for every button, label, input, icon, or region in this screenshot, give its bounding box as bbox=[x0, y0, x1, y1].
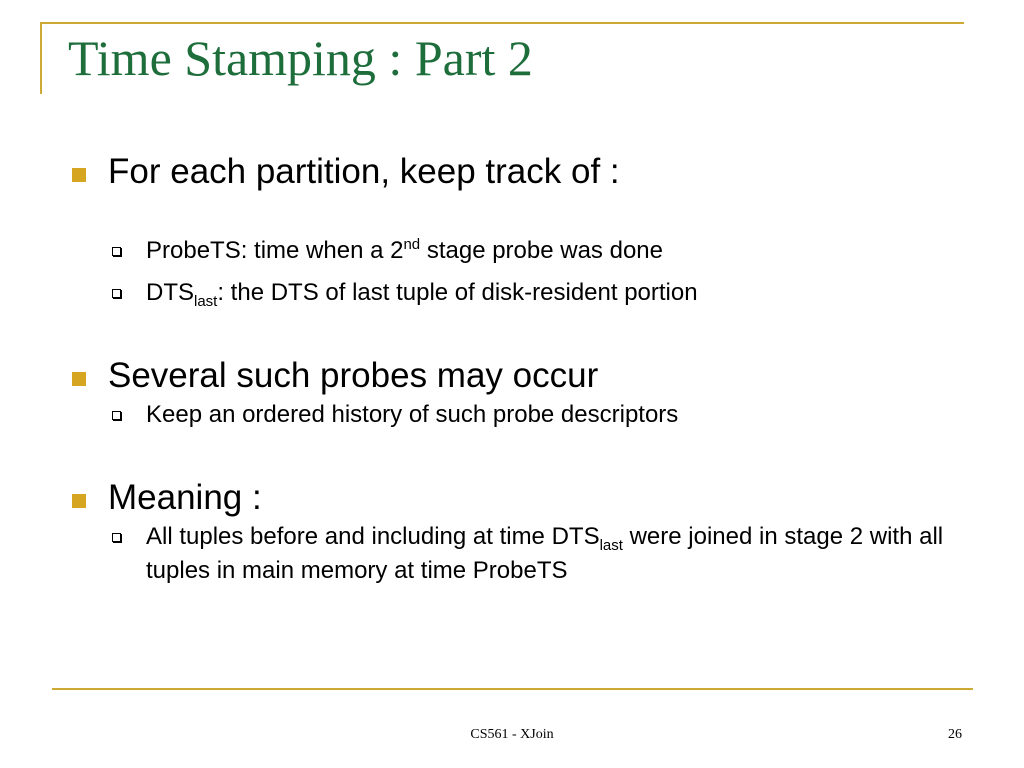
sub-text-post: : the DTS of last tuple of disk-resident portion bbox=[217, 279, 698, 306]
hollow-square-bullet-icon bbox=[112, 289, 121, 298]
bullet-2 bbox=[72, 354, 992, 398]
frame-top-line bbox=[40, 22, 964, 24]
bullet-3-text: Meaning : bbox=[108, 478, 262, 517]
sub-text-sub: last bbox=[194, 292, 218, 310]
bullet-2-text: Several such probes may occur bbox=[108, 356, 599, 395]
frame-bottom-line bbox=[52, 688, 973, 690]
bullet-3-sub-1 bbox=[72, 520, 986, 588]
page-number: 26 bbox=[948, 727, 962, 742]
sub-text-post: stage probe was done bbox=[420, 237, 663, 264]
hollow-square-bullet-icon bbox=[112, 247, 121, 256]
footer-course-label: CS561 - XJoin bbox=[470, 727, 554, 742]
slide-title: Time Stamping : Part 2 bbox=[68, 30, 533, 86]
hollow-square-bullet-icon bbox=[112, 411, 121, 420]
hollow-square-bullet-icon bbox=[112, 533, 121, 542]
sub-text-pre: ProbeTS: time when a 2 bbox=[146, 237, 404, 264]
sub-text-pre: All tuples before and including at time DTS bbox=[146, 523, 600, 550]
bullet-1 bbox=[72, 150, 992, 194]
bullet-3 bbox=[72, 476, 992, 520]
sub-text-post: were joined in stage 2 with all tuples in main memory at time ProbeTS bbox=[146, 523, 944, 584]
square-bullet-icon bbox=[72, 494, 86, 508]
sub-text: Keep an ordered history of such probe descriptors bbox=[146, 401, 679, 428]
bullet-1-sub-1 bbox=[72, 234, 992, 268]
slide-content bbox=[72, 150, 992, 588]
square-bullet-icon bbox=[72, 168, 86, 182]
frame-vertical-line bbox=[40, 22, 42, 94]
square-bullet-icon bbox=[72, 372, 86, 386]
bullet-1-text: For each partition, keep track of : bbox=[108, 152, 620, 191]
bullet-1-sub-2 bbox=[72, 276, 992, 310]
bullet-2-sub-1 bbox=[72, 398, 992, 432]
sub-text-pre: DTS bbox=[146, 279, 194, 306]
sub-text-sub: last bbox=[599, 536, 623, 554]
sub-text-sup: nd bbox=[403, 236, 421, 253]
